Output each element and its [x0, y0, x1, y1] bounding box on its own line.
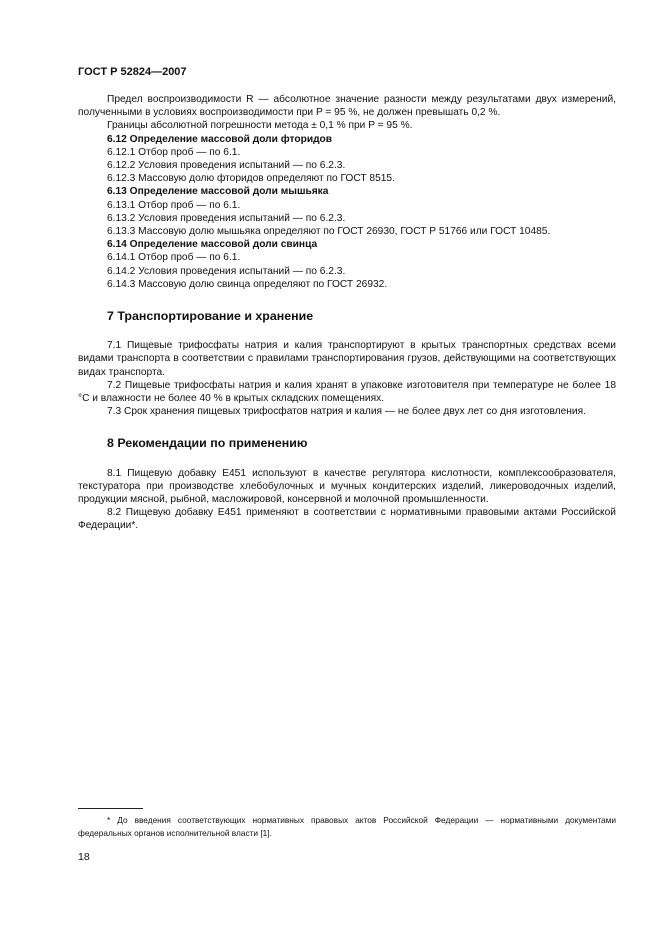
footnote-divider	[78, 808, 143, 809]
item-6-13-2: 6.13.2 Условия проведения испытаний — по 6.2.3.	[107, 212, 346, 224]
heading-6-13: 6.13 Определение массовой доли мышьяка	[107, 186, 329, 198]
paragraph-8-2: 8.2 Пищевую добавку Е451 применяют в соответствии с нормативными правовыми актами Российской Федерации*.	[78, 507, 616, 532]
item-6-12-2: 6.12.2 Условия проведения испытаний — по 6.2.3.	[107, 160, 346, 172]
paragraph-7-2: 7.2 Пищевые трифосфаты натрия и калия хранят в упаковке изготовителя при температуре не более 18 °С и влажности не более 40 % в крытых складских помещениях.	[78, 379, 616, 405]
item-6-14-2: 6.14.2 Условия проведения испытаний — по 6.2.3.	[107, 265, 346, 277]
paragraph-error-limits: Границы абсолютной погрешности метода ± 0,1 % при P = 95 %.	[107, 120, 413, 132]
section-8-title: 8 Рекомендации по применению	[107, 436, 308, 451]
page-number: 18	[78, 851, 90, 863]
item-6-12-3: 6.12.3 Массовую долю фторидов определяют по ГОСТ 8515.	[107, 173, 395, 185]
heading-6-14: 6.14 Определение массовой доли свинца	[107, 239, 318, 251]
item-6-14-1: 6.14.1 Отбор проб — по 6.1.	[107, 252, 241, 264]
paragraph-7-3: 7.3 Срок хранения пищевых трифосфатов натрия и калия — не более двух лет со дня изготовления.	[107, 406, 586, 418]
paragraph-7-1: 7.1 Пищевые трифосфаты натрия и калия транспортируют в крытых транспортных средствах всеми видами транспорта в соответствии с правилами транспортирования грузов, действующими на соответствующих видах транспорта.	[78, 340, 616, 378]
paragraph-8-1: 8.1 Пищевую добавку Е451 используют в качестве регулятора кислотности, комплексообразователя, текстуратора при производстве хлебобулочных и мучных кондитерских изделий, ликероводочных изделий, продукции мясной, рыбной, масложировой, консервной и молочной промышленности.	[78, 467, 616, 506]
footnote: * До введения соответствующих нормативных правовых актов Российской Федерации — нормативными документами федеральных органов исполнительной власти [1].	[78, 815, 616, 838]
page-header: ГОСТ Р 52824—2007	[78, 66, 187, 78]
paragraph-reproducibility: Предел воспроизводимости R — абсолютное значение разности между результатами двух измерений, полученными в условиях воспроизводимости при P = 95 %, не должен превышать 0,2 %.	[78, 94, 616, 119]
item-6-12-1: 6.12.1 Отбор проб — по 6.1.	[107, 146, 241, 158]
item-6-13-3: 6.13.3 Массовую долю мышьяка определяют по ГОСТ 26930, ГОСТ Р 51766 или ГОСТ 10485.	[107, 226, 551, 238]
item-6-13-1: 6.13.1 Отбор проб — по 6.1.	[107, 199, 241, 211]
page-body	[78, 93, 616, 533]
item-6-14-3: 6.14.3 Массовую долю свинца определяют по ГОСТ 26932.	[107, 278, 388, 290]
heading-6-12: 6.12 Определение массовой доли фторидов	[107, 133, 333, 145]
section-7-title: 7 Транспортирование и хранение	[107, 309, 314, 324]
